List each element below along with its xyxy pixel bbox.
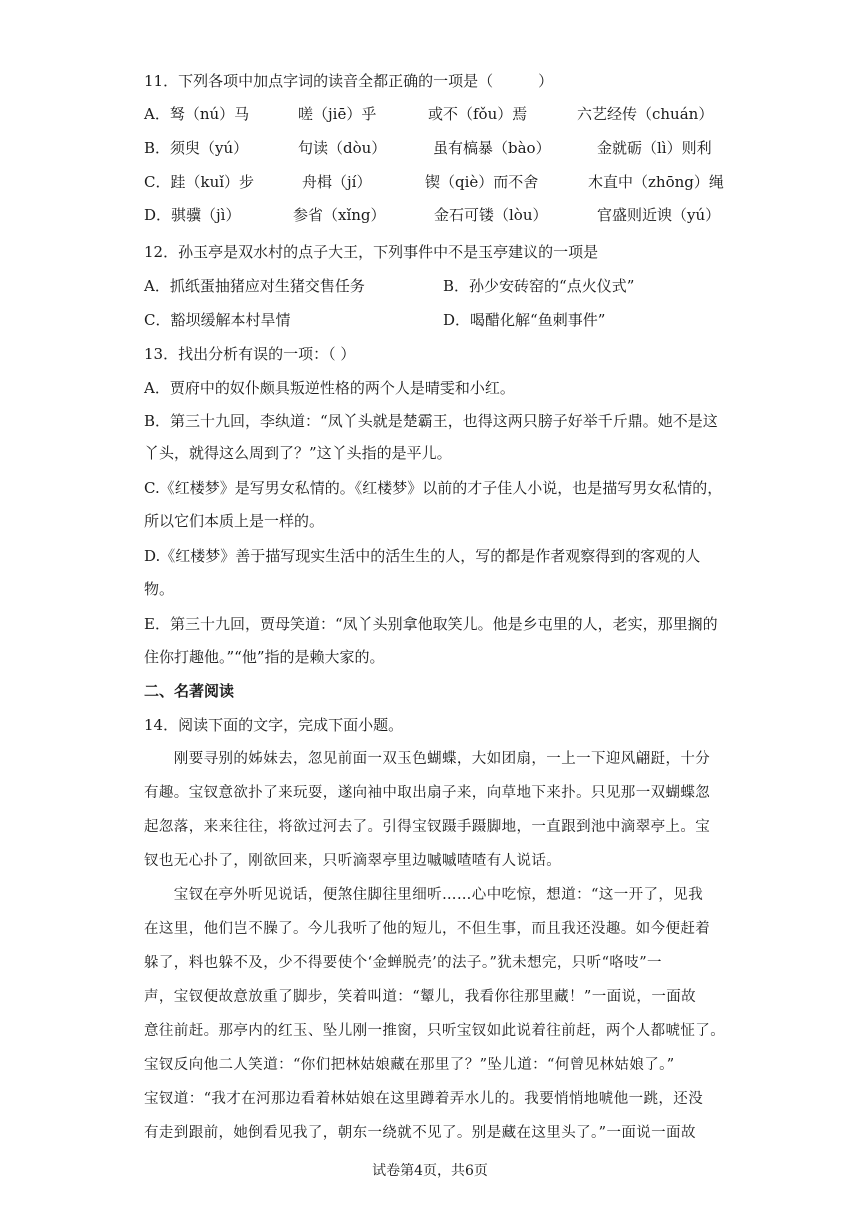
q11-a-1: A．驽（nú）马 <box>144 105 250 123</box>
q11-c-4: 木直中（zhōng）绳 <box>588 173 724 191</box>
q13-line: 物。 <box>144 580 175 598</box>
passage-line: 躲了，料也躲不及，少不得要使个‘金蝉脱壳’的法子。”犹未想完，只听“咯吱”一 <box>144 955 662 971</box>
q13-line: 住你打趣他。”“他”指的是赖大家的。 <box>144 648 385 666</box>
q13-line: A．贾府中的奴仆颇具叛逆性格的两个人是晴雯和小红。 <box>144 379 515 397</box>
q12-option-a: A．抓纸蛋抽猪应对生猪交售任务 <box>144 277 365 295</box>
q11-a-4: 六艺经传（chuán） <box>577 105 714 123</box>
passage-line: 意往前赶。那亭内的红玉、坠儿刚一推窗，只听宝钗如此说着往前赶，两个人都唬怔了。 <box>144 1023 726 1039</box>
q11-b-2: 句读（dòu） <box>298 139 387 157</box>
q11-d-2: 参省（xǐng） <box>293 206 386 224</box>
q13-line: 所以它们本质上是一样的。 <box>144 512 325 530</box>
passage-line: 有趣。宝钗意欲扑了来玩耍，遂向袖中取出扇子来，向草地下来扑。只见那一双蝴蝶忽 <box>144 785 711 801</box>
q12-stem: 12．孙玉亭是双水村的点子大王，下列事件中不是玉亭建议的一项是 <box>144 243 599 261</box>
passage-line: 宝钗在亭外听见说话，便煞住脚往里细听……心中吃惊，想道：“这一开了，见我 <box>144 887 704 903</box>
q11-c-3: 锲（qiè）而不舍 <box>425 173 539 191</box>
q14-stem: 14．阅读下面的文字，完成下面小题。 <box>144 716 404 734</box>
q13-line: D.《红楼梦》善于描写现实生活中的活生生的人，写的都是作者观察得到的客观的人 <box>144 547 701 565</box>
q11-stem: 11．下列各项中加点字词的读音全都正确的一项是（ ） <box>144 72 554 90</box>
q11-c-2: 舟楫（jí） <box>302 173 372 191</box>
q12-option-d: D．喝醋化解“鱼刺事件” <box>443 311 606 329</box>
q11-d-3: 金石可镂（lòu） <box>434 206 548 224</box>
section-heading: 二、名著阅读 <box>144 682 235 700</box>
passage-line: 声，宝钗便故意放重了脚步，笑着叫道：“颦儿，我看你往那里藏！”一面说，一面故 <box>144 989 697 1005</box>
q11-a-2: 嗟（jiē）乎 <box>298 105 377 123</box>
q13-stem: 13．找出分析有误的一项：（ ） <box>144 345 356 363</box>
q13-line: B．第三十九回，李纨道：“凤丫头就是楚霸王，也得这两只膀子好举千斤鼎。她不是这 <box>144 412 718 430</box>
q12-option-b: B．孙少安砖窑的“点火仪式” <box>443 277 635 295</box>
q11-b-4: 金就砺（lì）则利 <box>597 139 712 157</box>
q13-line: E．第三十九回，贾母笑道：“凤丫头别拿他取笑儿。他是乡屯里的人，老实，那里搁的 <box>144 615 718 633</box>
q12-option-c: C．豁坝缓解本村旱情 <box>144 311 291 329</box>
passage-line: 钗也无心扑了，刚欲回来，只听滴翠亭里边嘁嘁喳喳有人说话。 <box>144 853 562 869</box>
q11-b-1: B．须臾（yú） <box>144 139 249 157</box>
q13-line: C.《红楼梦》是写男女私情的。《红楼梦》以前的才子佳人小说，也是描写男女私情的， <box>144 479 723 497</box>
passage-line: 在这里，他们岂不臊了。今儿我听了他的短儿，不但生事，而且我还没趣。如今便赶着 <box>144 921 711 937</box>
passage-line: 宝钗反向他二人笑道：“你们把林姑娘藏在那里了？”坠儿道：“何曾见林姑娘了。” <box>144 1057 675 1073</box>
passage-line: 起忽落，来来往往，将欲过河去了。引得宝钗蹑手蹑脚地，一直跟到池中滴翠亭上。宝 <box>144 819 711 835</box>
passage-line: 刚要寻别的姊妹去，忽见前面一双玉色蝴蝶，大如团扇，一上一下迎风翩跹，十分 <box>144 751 711 767</box>
q11-b-3: 虽有槁暴（bào） <box>433 139 551 157</box>
passage-line: 宝钗道：“我才在河那边看着林姑娘在这里蹲着弄水儿的。我要悄悄地唬他一跳，还没 <box>144 1091 704 1107</box>
q11-d-4: 官盛则近谀（yú） <box>597 206 721 224</box>
q11-c-1: C．跬（kuǐ）步 <box>144 173 255 191</box>
q13-line: 丫头，就得这么周到了？”这丫头指的是平儿。 <box>144 444 452 462</box>
page-footer: 试卷第4页，共6页 <box>372 1163 488 1179</box>
q11-a-3: 或不（fǒu）焉 <box>428 105 528 123</box>
passage-line: 有走到跟前，她倒看见我了，朝东一绕就不见了。别是藏在这里头了。”一面说一面故 <box>144 1125 696 1141</box>
q11-d-1: D．骐骥（jì） <box>144 206 241 224</box>
